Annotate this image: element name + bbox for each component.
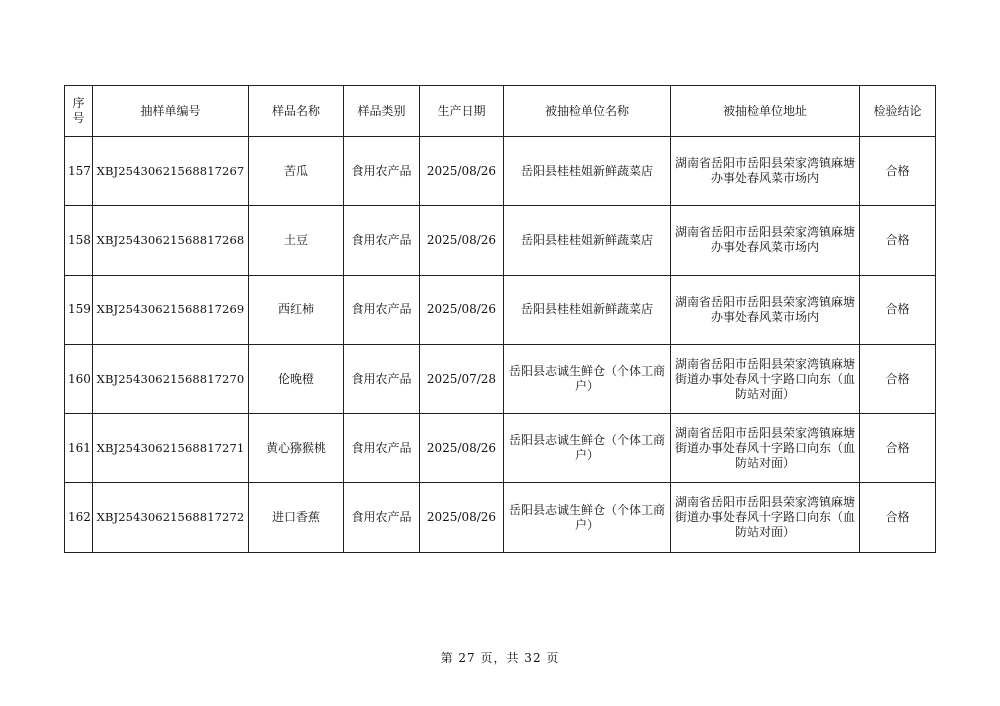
table-header-row: [65, 86, 936, 137]
cell-sample-code: XBJ25430621568817268: [93, 206, 249, 275]
cell-result: 合格: [860, 275, 936, 344]
cell-seq: 159: [65, 275, 93, 344]
cell-sample-name: 伦晚橙: [249, 344, 344, 413]
cell-seq: 158: [65, 206, 93, 275]
page-number-footer: 第 27 页，共 32 页: [440, 651, 560, 665]
cell-sample-category: 食用农产品: [344, 344, 420, 413]
cell-sample-name: 土豆: [249, 206, 344, 275]
header-unit-address: 被抽检单位地址: [671, 86, 860, 137]
cell-seq: 162: [65, 483, 93, 552]
cell-unit-address: 湖南省岳阳市岳阳县荣家湾镇麻塘街道办事处春风十字路口向东（血防站对面）: [671, 483, 860, 552]
cell-unit-name: 岳阳县志诚生鲜仓（个体工商户）: [504, 483, 671, 552]
table-row: [65, 206, 936, 275]
cell-unit-name: 岳阳县桂桂姐新鲜蔬菜店: [504, 275, 671, 344]
cell-sample-name: 黄心猕猴桃: [249, 414, 344, 483]
cell-sample-category: 食用农产品: [344, 206, 420, 275]
cell-production-date: 2025/08/26: [420, 483, 504, 552]
cell-seq: 157: [65, 137, 93, 206]
cell-sample-category: 食用农产品: [344, 275, 420, 344]
cell-result: 合格: [860, 483, 936, 552]
cell-result: 合格: [860, 137, 936, 206]
cell-sample-code: XBJ25430621568817270: [93, 344, 249, 413]
cell-result: 合格: [860, 344, 936, 413]
table-row: [65, 483, 936, 552]
cell-unit-name: 岳阳县志诚生鲜仓（个体工商户）: [504, 344, 671, 413]
cell-sample-category: 食用农产品: [344, 483, 420, 552]
table-row: [65, 414, 936, 483]
cell-unit-address: 湖南省岳阳市岳阳县荣家湾镇麻塘办事处春风菜市场内: [671, 206, 860, 275]
cell-seq: 161: [65, 414, 93, 483]
cell-sample-name: 进口香蕉: [249, 483, 344, 552]
cell-sample-name: 苦瓜: [249, 137, 344, 206]
cell-sample-code: XBJ25430621568817267: [93, 137, 249, 206]
sampling-results-table-container: [64, 85, 935, 553]
cell-unit-address: 湖南省岳阳市岳阳县荣家湾镇麻塘办事处春风菜市场内: [671, 137, 860, 206]
cell-unit-address: 湖南省岳阳市岳阳县荣家湾镇麻塘街道办事处春风十字路口向东（血防站对面）: [671, 344, 860, 413]
cell-unit-address: 湖南省岳阳市岳阳县荣家湾镇麻塘街道办事处春风十字路口向东（血防站对面）: [671, 414, 860, 483]
cell-sample-code: XBJ25430621568817272: [93, 483, 249, 552]
header-seq: 序号: [65, 86, 93, 137]
table-row: [65, 344, 936, 413]
cell-production-date: 2025/08/26: [420, 137, 504, 206]
cell-sample-category: 食用农产品: [344, 137, 420, 206]
header-sample-code: 抽样单编号: [93, 86, 249, 137]
cell-production-date: 2025/07/28: [420, 344, 504, 413]
cell-unit-name: 岳阳县志诚生鲜仓（个体工商户）: [504, 414, 671, 483]
cell-seq: 160: [65, 344, 93, 413]
cell-sample-code: XBJ25430621568817271: [93, 414, 249, 483]
table-row: [65, 275, 936, 344]
cell-sample-category: 食用农产品: [344, 414, 420, 483]
cell-sample-name: 西红柿: [249, 275, 344, 344]
cell-production-date: 2025/08/26: [420, 206, 504, 275]
cell-result: 合格: [860, 414, 936, 483]
cell-production-date: 2025/08/26: [420, 414, 504, 483]
header-sample-category: 样品类别: [344, 86, 420, 137]
sampling-results-table: [64, 85, 936, 553]
header-sample-name: 样品名称: [249, 86, 344, 137]
table-row: [65, 137, 936, 206]
header-production-date: 生产日期: [420, 86, 504, 137]
cell-result: 合格: [860, 206, 936, 275]
cell-production-date: 2025/08/26: [420, 275, 504, 344]
header-result: 检验结论: [860, 86, 936, 137]
header-unit-name: 被抽检单位名称: [504, 86, 671, 137]
cell-unit-address: 湖南省岳阳市岳阳县荣家湾镇麻塘办事处春风菜市场内: [671, 275, 860, 344]
cell-unit-name: 岳阳县桂桂姐新鲜蔬菜店: [504, 137, 671, 206]
cell-sample-code: XBJ25430621568817269: [93, 275, 249, 344]
cell-unit-name: 岳阳县桂桂姐新鲜蔬菜店: [504, 206, 671, 275]
